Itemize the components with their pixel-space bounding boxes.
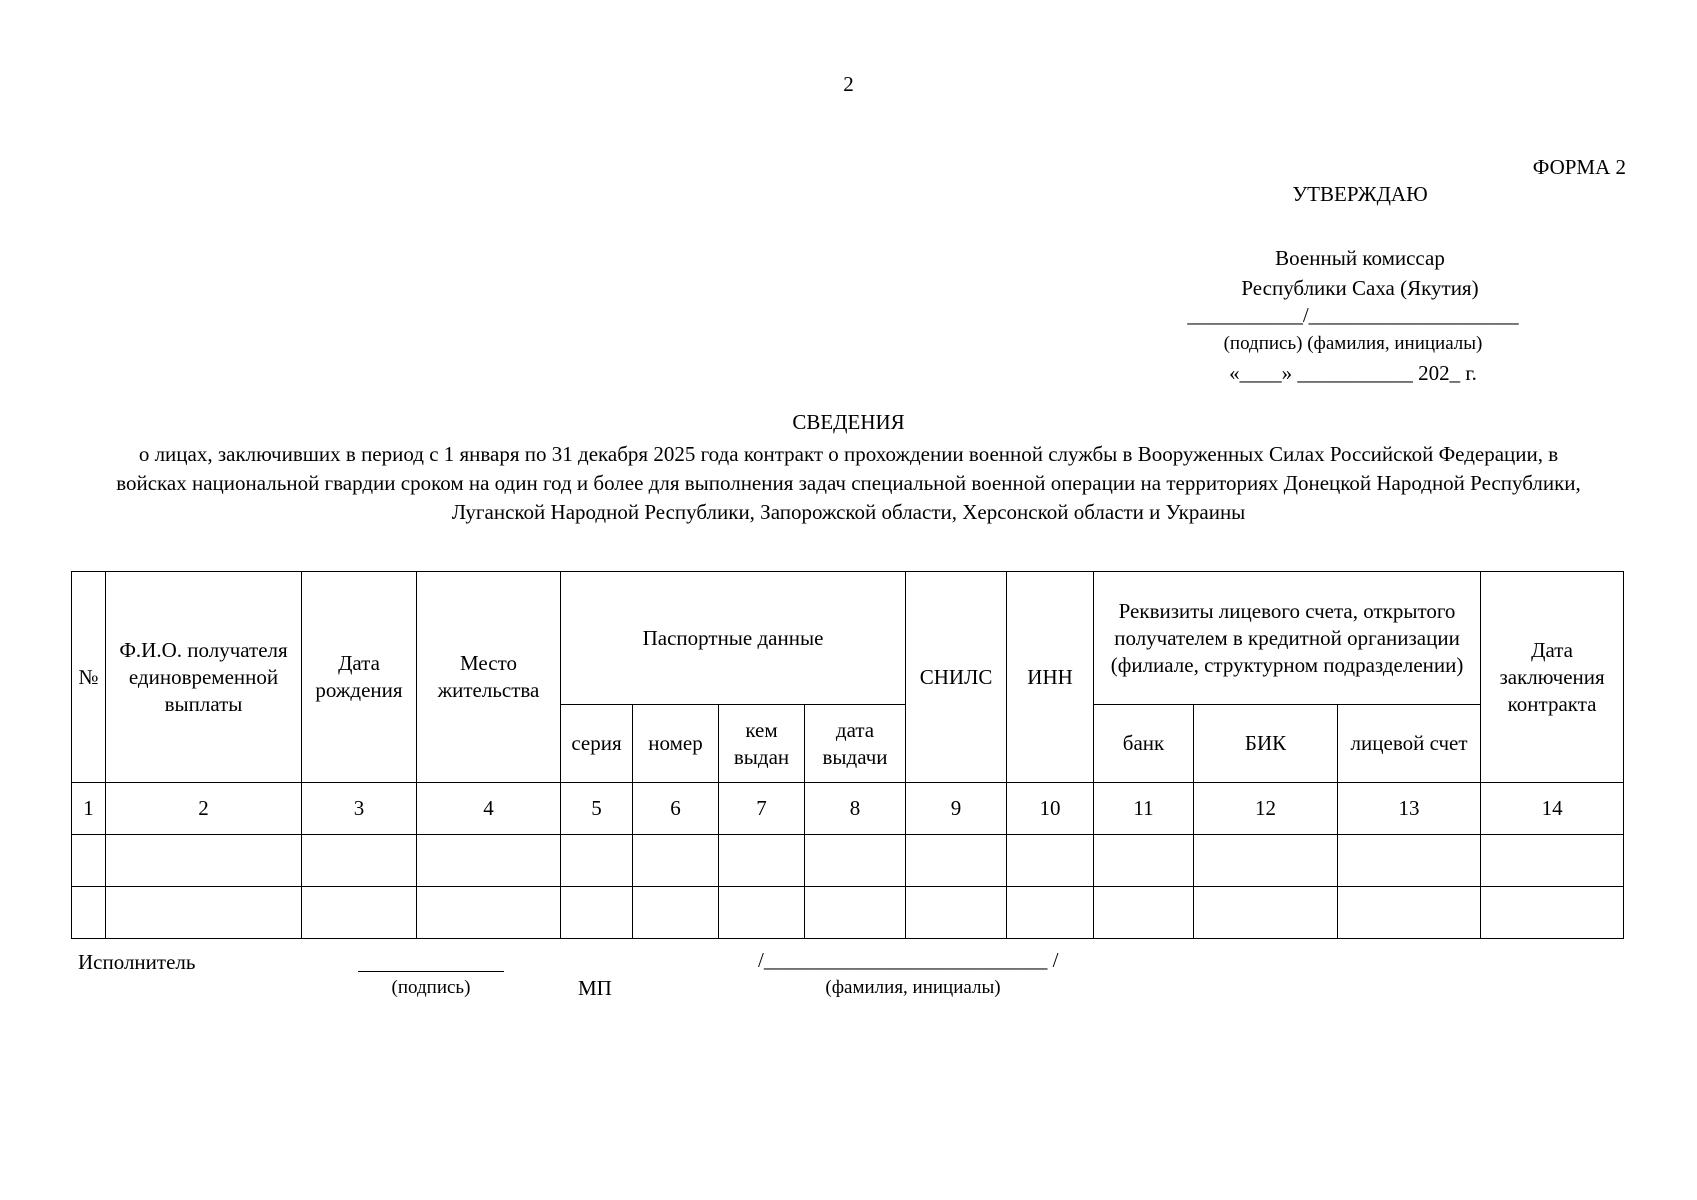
column-number: 4 — [417, 783, 561, 835]
header-account: Реквизиты лицевого счета, открытого получателем в кредитной организации (филиале, структурном подразделении) — [1094, 572, 1481, 705]
column-number: 2 — [106, 783, 302, 835]
header-personal-account: лицевой счет — [1338, 705, 1481, 783]
table-cell — [1481, 887, 1624, 939]
table-cell — [302, 835, 417, 887]
header-bik: БИК — [1194, 705, 1338, 783]
header-passport-issued-by: кем выдан — [719, 705, 805, 783]
approver-position-line-2: Республики Саха (Якутия) — [1241, 276, 1479, 300]
column-number: 12 — [1194, 783, 1338, 835]
table-cell — [561, 887, 633, 939]
table-cell — [72, 887, 106, 939]
table-cell — [1194, 835, 1338, 887]
data-table — [71, 571, 1624, 939]
column-number: 1 — [72, 783, 106, 835]
approver-position-line-1: Военный комиссар — [1275, 246, 1445, 270]
executor-label: Исполнитель — [78, 950, 196, 974]
header-inn: ИНН — [1007, 572, 1094, 783]
table-header-row-1 — [72, 572, 1624, 705]
executor-signature-caption: (подпись) — [391, 977, 471, 998]
document-title: СВЕДЕНИЯ — [792, 410, 905, 434]
column-number: 7 — [719, 783, 805, 835]
column-number: 5 — [561, 783, 633, 835]
table-cell — [1007, 887, 1094, 939]
table-cell — [1481, 835, 1624, 887]
table-cell — [719, 887, 805, 939]
column-number: 14 — [1481, 783, 1624, 835]
table-cell — [106, 887, 302, 939]
table-cell — [805, 887, 906, 939]
header-bank: банк — [1094, 705, 1194, 783]
table-cell — [719, 835, 805, 887]
header-passport-issue-date: дата выдачи — [805, 705, 906, 783]
executor-name-line: /___________________________ / — [758, 948, 1059, 972]
table-cell — [1094, 887, 1194, 939]
column-number: 11 — [1094, 783, 1194, 835]
table-cell — [561, 835, 633, 887]
header-snils: СНИЛС — [906, 572, 1007, 783]
form-label: ФОРМА 2 — [1532, 155, 1626, 179]
table-cell — [106, 835, 302, 887]
column-number: 8 — [805, 783, 906, 835]
table-cell — [302, 887, 417, 939]
executor-signature-line — [358, 947, 504, 972]
header-residence: Место жительства — [417, 572, 561, 783]
table-cell — [906, 835, 1007, 887]
table-cell — [906, 887, 1007, 939]
column-number: 6 — [633, 783, 719, 835]
header-no: № — [72, 572, 106, 783]
table-cell — [633, 887, 719, 939]
approval-date-line: «____» ___________ 202_ г. — [1229, 361, 1477, 385]
column-number-row — [72, 783, 1624, 835]
header-fio: Ф.И.О. получателя единовременной выплаты — [106, 572, 302, 783]
approver-position — [1170, 243, 1550, 303]
table-cell — [417, 887, 561, 939]
executor-name-caption: (фамилия, инициалы) — [825, 977, 1001, 998]
column-number: 13 — [1338, 783, 1481, 835]
table-row — [72, 887, 1624, 939]
table-cell — [1007, 835, 1094, 887]
table-row — [72, 835, 1624, 887]
table-cell — [805, 835, 906, 887]
column-number: 9 — [906, 783, 1007, 835]
header-birth-date: Дата рождения — [302, 572, 417, 783]
approval-heading: УТВЕРЖДАЮ — [1292, 182, 1428, 206]
header-contract-date: Дата заключения контракта — [1481, 572, 1624, 783]
page-number: 2 — [843, 72, 854, 96]
approval-signature-caption: (подпись) (фамилия, инициалы) — [1223, 333, 1483, 354]
table-cell — [1338, 887, 1481, 939]
stamp-label: МП — [578, 976, 612, 1000]
header-passport: Паспортные данные — [561, 572, 906, 705]
document-subtitle: о лицах, заключивших в период с 1 января по 31 декабря 2025 года контракт о прохождении военной службы в Вооруженных Силах Российской Федерации, в войсках национальной гвардии сроком на один год и более для выполнения задач специальной военной операции на территориях Донецкой Народной Республики, Луганской Народной Республики, Запорожской области, Херсонской области и Украины — [116, 442, 1581, 524]
table-cell — [633, 835, 719, 887]
table-cell — [1338, 835, 1481, 887]
table-cell — [72, 835, 106, 887]
table-cell — [417, 835, 561, 887]
column-number: 3 — [302, 783, 417, 835]
approval-signature-line: ___________/____________________ — [1187, 303, 1519, 327]
header-passport-series: серия — [561, 705, 633, 783]
column-number: 10 — [1007, 783, 1094, 835]
table-cell — [1194, 887, 1338, 939]
table-cell — [1094, 835, 1194, 887]
header-passport-number: номер — [633, 705, 719, 783]
